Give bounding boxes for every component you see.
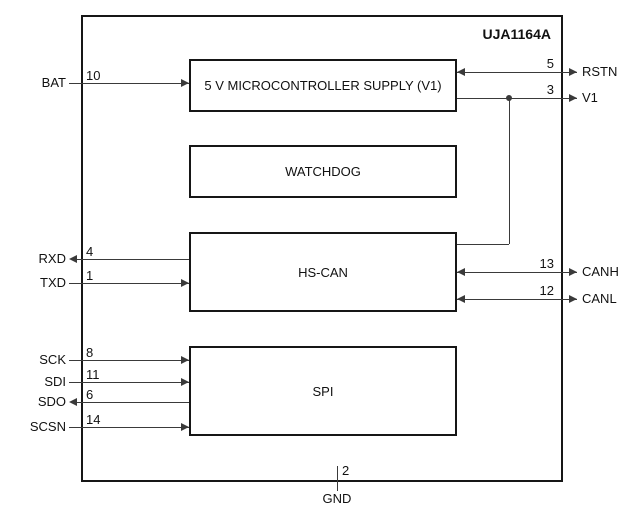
pin-label-gnd: GND [322, 491, 352, 506]
pin-label-txd: TXD [40, 275, 66, 290]
v1-branch-horizontal-wire [457, 244, 509, 245]
canh-arrowhead-right-icon [569, 268, 577, 276]
pin-number-bat: 10 [86, 68, 101, 83]
pin-label-scsn: SCSN [29, 419, 66, 434]
rstn-arrowhead-left-icon [457, 68, 465, 76]
scsn-wire [69, 427, 189, 428]
block-watchdog-label: WATCHDOG [285, 164, 361, 179]
rxd-wire [73, 259, 189, 260]
pin-number-sck: 8 [86, 345, 94, 360]
pin-label-rxd: RXD [38, 251, 66, 266]
pin-number-gnd: 2 [342, 463, 350, 478]
rxd-arrowhead-icon [69, 255, 77, 263]
pin-number-sdi: 11 [86, 367, 100, 382]
pin-number-rstn: 5 [546, 56, 554, 71]
sdo-wire [73, 402, 189, 403]
v1-branch-vertical-wire [509, 98, 510, 244]
block-spi-label: SPI [312, 383, 334, 399]
sck-wire [69, 360, 189, 361]
canl-arrowhead-left-icon [457, 295, 465, 303]
canl-arrowhead-right-icon [569, 295, 577, 303]
rstn-arrowhead-right-icon [569, 68, 577, 76]
pin-label-sck: SCK [39, 352, 66, 367]
bat-wire [69, 83, 189, 84]
pin-number-rxd: 4 [86, 244, 94, 259]
block-watchdog [189, 145, 457, 198]
sdi-wire [69, 382, 189, 383]
canh-arrowhead-left-icon [457, 268, 465, 276]
pin-label-canh: CANH [582, 264, 619, 279]
v1-arrowhead-icon [569, 94, 577, 102]
block-supply [189, 59, 457, 112]
v1-wire [457, 98, 577, 99]
block-spi [189, 346, 457, 436]
block-supply-label: 5 V MICROCONTROLLER SUPPLY (V1) [204, 78, 442, 93]
txd-wire [69, 283, 189, 284]
canl-wire [457, 299, 577, 300]
rstn-wire [457, 72, 577, 73]
pin-label-rstn: RSTN [582, 64, 618, 79]
bat-arrowhead-icon [181, 79, 189, 87]
pin-number-canh: 13 [539, 256, 554, 271]
pin-number-txd: 1 [86, 268, 94, 283]
scsn-arrowhead-icon [181, 423, 189, 431]
pin-number-v1: 3 [546, 82, 554, 97]
block-hscan-label: HS-CAN [298, 264, 348, 280]
pin-label-sdi: SDI [44, 374, 66, 389]
chip-title: UJA1164A [482, 26, 551, 42]
gnd-wire [337, 466, 338, 491]
pin-number-canl: 12 [539, 283, 554, 298]
sdo-arrowhead-icon [69, 398, 77, 406]
sck-arrowhead-icon [181, 356, 189, 364]
block-hscan [189, 232, 457, 312]
pin-label-canl: CANL [582, 291, 617, 306]
canh-wire [457, 272, 577, 273]
sdi-arrowhead-icon [181, 378, 189, 386]
pin-label-bat: BAT [41, 75, 66, 90]
pin-number-sdo: 6 [86, 387, 94, 402]
txd-arrowhead-icon [181, 279, 189, 287]
pin-label-v1: V1 [582, 90, 598, 105]
pin-number-scsn: 14 [86, 412, 101, 427]
pin-label-sdo: SDO [37, 394, 66, 409]
